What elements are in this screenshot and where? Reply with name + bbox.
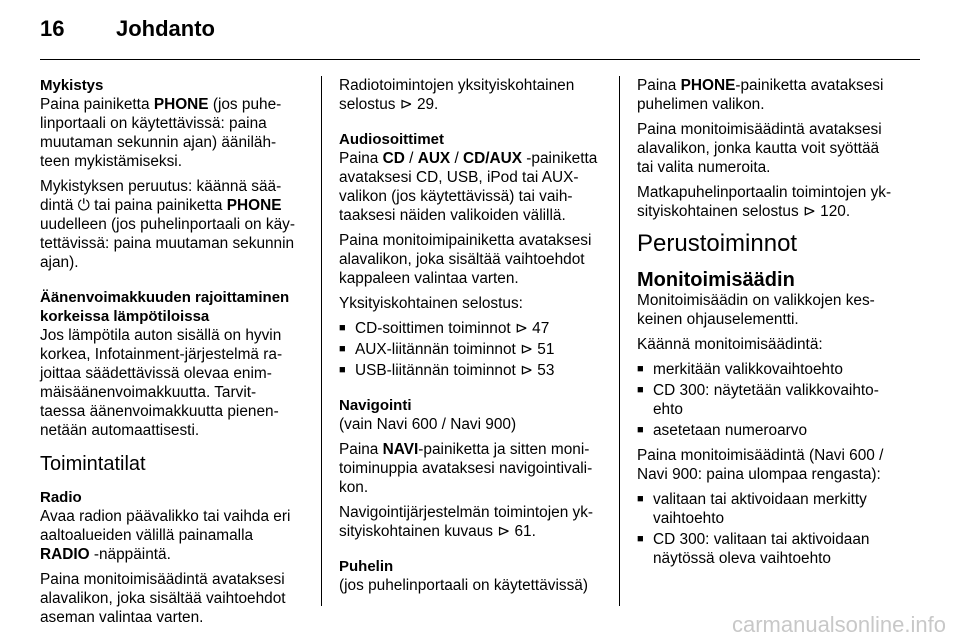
list-item: ■ asetetaan numeroarvo [637,421,903,440]
navi-key-label: NAVI [382,441,419,458]
page-number: 16 [40,16,65,41]
phone-key-label: PHONE [153,96,209,113]
list-item: ■ USB-liitännän toiminnot ⊳ 53 [339,361,603,380]
list-item: ■ merkitään valikkovaihtoehto [637,360,903,379]
navigation-paragraph-2: Paina NAVI-painiketta ja sitten moni- toiminuppia avataksesi navigointivali- kon. [339,441,593,496]
navigation-paragraph-3: Navigointijärjestelmän toimintojen yk- sityiskohtainen kuvaus ⊳ 61. [339,504,594,540]
radio-heading: Radio [40,489,82,506]
navigation-paragraph-1: (vain Navi 600 / Navi 900) [339,416,517,433]
power-icon: ⏻ [77,197,90,214]
mute-paragraph-2: Mykistyksen peruutus: käännä sää- dintä ⏻ tai paina painiketta PHONE uudelleen (jos puhelinportaali on käy- tettävissä: paina muutaman sekunnin ajan). [40,178,295,271]
phone-heading: Puhelin [339,558,394,575]
press-knob-paragraph: Paina monitoimisäädintä (Navi 600 / Navi 900: paina ulompaa rengasta): [637,447,884,483]
audio-function-list [339,319,603,380]
watermark: carmanualsonline.info [731,612,946,637]
list-item: ■ CD 300: valitaan tai aktivoidaan näytössä oleva vaihtoehto [637,530,903,568]
audio-heading: Audiosoittimet [339,131,444,148]
page-reference-icon: ⊳ [520,341,534,358]
list-item: ■ valitaan tai aktivoidaan merkitty vaihtoehto [637,490,903,528]
knob-heading: Monitoimisäädin [637,269,795,291]
knob-paragraph-1: Monitoimisäädin on valikkojen kes- keinen ohjauselementti. [637,292,875,328]
page-reference-icon: ⊳ [399,96,413,113]
phone-submenu-paragraph: Paina monitoimisäädintä avataksesi alavalikon, jonka kautta voit syöttää tai valita numeroita. [637,121,882,176]
list-item: ■ CD-soittimen toiminnot ⊳ 47 [339,319,603,338]
header-rule [40,59,920,60]
column-divider-2 [619,76,620,606]
audio-paragraph-1: Paina CD / AUX / CD/AUX -painiketta avataksesi CD, USB, iPod tai AUX- valikon (jos käytettävissä) tai vaih- taaksesi näiden valikoiden välillä. [339,150,598,224]
page-reference-icon: ⊳ [514,320,528,337]
page-reference-icon: ⊳ [520,362,534,379]
mute-paragraph-1: Paina painiketta PHONE (jos puhe- linportaali on käytettävissä: paina muutaman sekunnin ajan) ääniläh- teen mykistämiseksi. [40,96,282,170]
radio-key-label: RADIO [40,546,90,563]
page-reference: 51 [537,341,555,358]
radio-paragraph-1: Avaa radion päävalikko tai vaihda eri aaltoalueiden välillä painamalla RADIO -näppäintä. [40,508,291,563]
page-reference-icon: ⊳ [802,203,816,220]
cd-aux-key-label: CD/AUX [463,150,523,167]
press-knob-list [637,490,903,568]
turn-knob-list [637,360,903,440]
list-item: ■ CD 300: näytetään valikkovaihto- ehto [637,381,903,419]
chapter-title: Johdanto [116,16,215,41]
audio-paragraph-3: Yksityiskohtainen selostus: [339,295,523,312]
mute-heading: Mykistys [40,77,104,94]
phone-portal-paragraph: Matkapuhelinportaalin toimintojen yk- sityiskohtainen selostus ⊳ 120. [637,184,892,220]
audio-paragraph-2: Paina monitoimipainiketta avataksesi alavalikon, joka sisältää vaihtoehdot kappaleen valintaa varten. [339,232,592,287]
phone-key-label: PHONE [226,197,282,214]
volume-paragraph: Jos lämpötila auton sisällä on hyvin korkea, Infotainment-järjestelmä ra- joittaa säädettävissä olevaa enim- mäisäänenvoimakkuutta. Tarvit- taessa äänenvoimakkuutta pienen- netään automaattisesti. [40,327,283,439]
page-reference: 61. [514,523,536,540]
page-reference: 47 [532,320,550,337]
column-3 [637,76,903,574]
column-1 [40,76,306,633]
column-2 [339,76,603,601]
list-item: ■ AUX-liitännän toiminnot ⊳ 51 [339,340,603,359]
phone-key-label: PHONE [680,77,736,94]
column-divider-1 [321,76,322,606]
page-reference-icon: ⊳ [497,523,511,540]
page-reference: 29. [416,96,439,113]
basics-heading: Perustoiminnot [637,230,798,257]
page-reference: 120. [820,203,851,220]
modes-heading: Toimintatilat [40,453,146,475]
page-reference: 53 [537,362,555,379]
radio-detail-paragraph: Radiotoimintojen yksityiskohtainen selostus ⊳ 29. [339,77,575,113]
phone-paragraph: (jos puhelinportaali on käytettävissä) [339,577,588,594]
cd-key-label: CD [382,150,405,167]
volume-heading: Äänenvoimakkuuden rajoittaminen korkeissa lämpötiloissa [40,289,290,325]
knob-paragraph-2: Käännä monitoimisäädintä: [637,336,823,353]
aux-key-label: AUX [417,150,451,167]
navigation-heading: Navigointi [339,397,412,414]
radio-paragraph-2: Paina monitoimisäädintä avataksesi alavalikon, joka sisältää vaihtoehdot aseman valintaa varten. [40,571,286,626]
phone-menu-paragraph: Paina PHONE-painiketta avataksesi puhelimen valikon. [637,77,884,113]
